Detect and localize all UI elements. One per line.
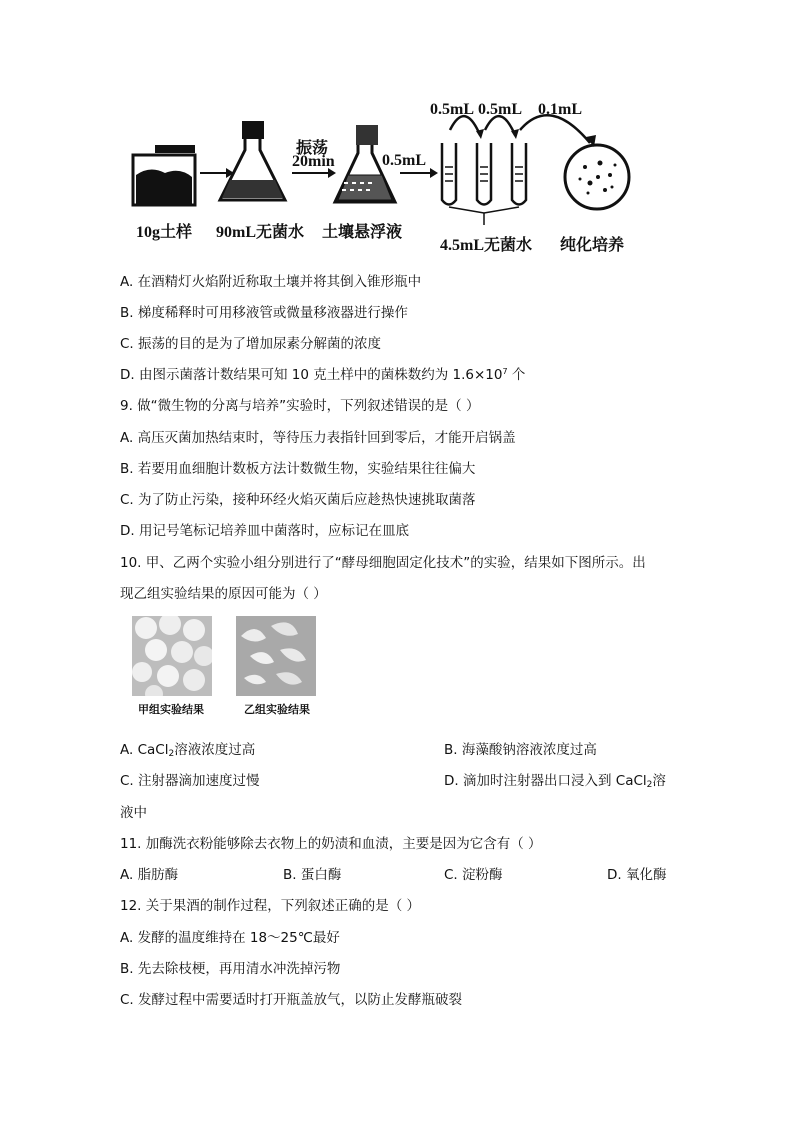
label-transfer-volume-3: 0.5mL	[478, 101, 522, 118]
q10-stem-line1: 10. 甲、乙两个实验小组分别进行了“酵母细胞固定化技术”的实验，结果如下图所示。出	[120, 555, 646, 571]
q9-stem: 9. 做“微生物的分离与培养”实验时，下列叙述错误的是（ ）	[120, 398, 480, 414]
q10-option-a-text: A. CaCl	[120, 742, 169, 758]
group-b-caption: 乙组实验结果	[244, 704, 310, 716]
q10-option-d	[444, 769, 666, 790]
q12-option-c: C. 发酵过程中需要适时打开瓶盖放气，以防止发酵瓶破裂	[120, 992, 463, 1008]
q8-option-c: C. 振荡的目的是为了增加尿素分解菌的浓度	[120, 336, 382, 352]
q10-option-a-subscript: 2	[168, 749, 175, 759]
label-transfer-volume: 0.5mL	[382, 152, 426, 169]
label-time: 20min	[292, 153, 335, 170]
group-a-caption: 甲组实验结果	[138, 704, 204, 716]
q9-option-c: C. 为了防止污染，接种环经火焰灭菌后应趁热快速挑取菌落	[120, 492, 476, 508]
q8-option-d-unit: 个	[507, 367, 526, 383]
q8-option-b: B. 梯度稀释时可用移液管或微量移液器进行操作	[120, 305, 408, 321]
q9-option-b: B. 若要用血细胞计数板方法计数微生物，实验结果往往偏大	[120, 461, 476, 477]
q12-option-b: B. 先去除枝梗，再用清水冲洗掉污物	[120, 961, 341, 977]
q11-option-d: D. 氧化酶	[607, 867, 667, 883]
q11-option-a: A. 脂肪酶	[120, 867, 179, 883]
q8-option-d	[120, 363, 525, 383]
q12-option-a: A. 发酵的温度维持在 18～25℃最好	[120, 930, 340, 946]
flask-water-icon	[220, 121, 285, 200]
label-soil-sample: 10g土样	[136, 224, 193, 241]
q10-option-d-wrap: 液中	[120, 805, 147, 821]
q10-option-d-tail: 溶	[652, 773, 666, 789]
label-shake: 振荡	[296, 140, 329, 157]
group-a-result-image	[132, 616, 212, 696]
label-soil-suspension: 土壤悬浮液	[322, 224, 403, 241]
soil-beaker-icon	[133, 145, 195, 205]
q8-option-a: A. 在酒精灯火焰附近称取土壤并将其倒入锥形瓶中	[120, 274, 422, 290]
label-sterile-water-90: 90mL无菌水	[216, 224, 305, 241]
q9-option-a: A. 高压灭菌加热结束时，等待压力表指针回到零后，才能开启锅盖	[120, 430, 516, 446]
q10-option-b: B. 海藻酸钠溶液浓度过高	[444, 742, 597, 758]
petri-dish-icon	[565, 145, 629, 209]
q10-option-c: C. 注射器滴加速度过慢	[120, 773, 260, 789]
q12-stem: 12. 关于果酒的制作过程，下列叙述正确的是（ ）	[120, 898, 421, 914]
q8-option-d-exponent: 7	[502, 367, 508, 376]
label-transfer-volume-4: 0.1mL	[538, 101, 582, 118]
q10-option-d-text: D. 滴加时注射器出口浸入到 CaCl	[444, 773, 647, 789]
q11-option-c: C. 淀粉酶	[444, 867, 503, 883]
label-transfer-volume-2: 0.5mL	[430, 101, 474, 118]
q10-stem-line2: 现乙组实验结果的原因可能为（ ）	[120, 586, 327, 602]
q9-option-d: D. 用记号笔标记培养皿中菌落时，应标记在皿底	[120, 523, 409, 539]
q11-stem: 11. 加酶洗衣粉能够除去衣物上的奶渍和血渍，主要是因为它含有（ ）	[120, 836, 542, 852]
label-purification-culture: 纯化培养	[560, 237, 625, 254]
label-sterile-water-4-5: 4.5mL无菌水	[440, 237, 533, 254]
q10-option-d-subscript: 2	[646, 780, 653, 790]
q11-option-b: B. 蛋白酶	[283, 867, 342, 883]
group-b-result-image	[236, 616, 316, 696]
q8-option-d-text: D. 由图示菌落计数结果可知 10 克土样中的菌株数约为 1.6×10	[120, 367, 503, 383]
q10-option-a-tail: 溶液浓度过高	[174, 742, 256, 758]
q10-option-a	[120, 738, 255, 759]
dilution-diagram	[120, 95, 660, 260]
